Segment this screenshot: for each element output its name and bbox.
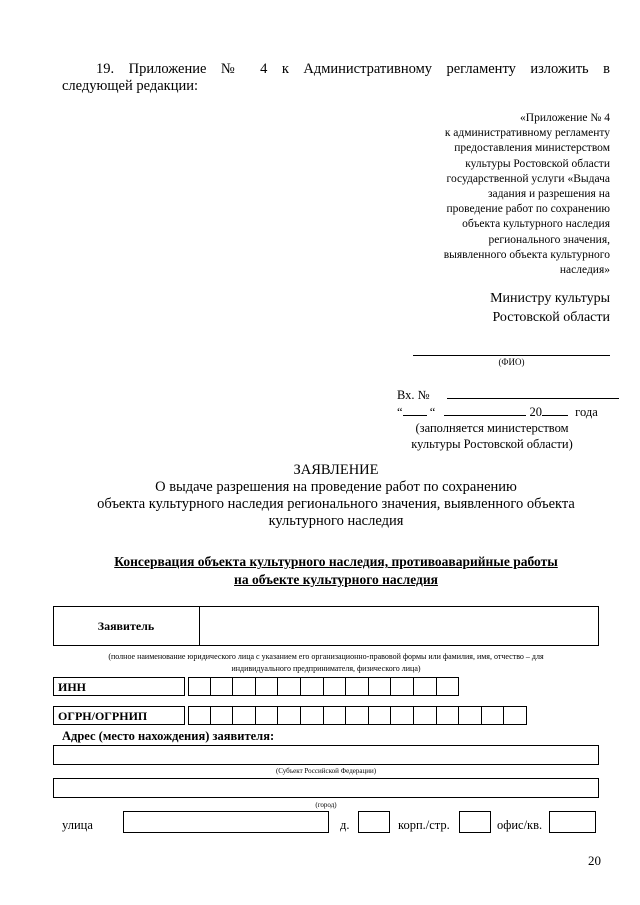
appendix-line: объекта культурного наследия [462,218,610,231]
ogrn-digit-cell[interactable] [391,706,414,725]
ogrn-digit-cell[interactable] [504,706,527,725]
subject-line-1: Консервация объекта культурного наследия, противоаварийные работы [114,554,558,569]
work-type-subject [62,553,610,589]
city-field[interactable] [53,778,599,798]
ogrn-digit-cell[interactable] [211,706,234,725]
street-label: улица [62,818,93,832]
building-label: корп./стр. [398,818,450,832]
intro-line-1: 19. Приложение № 4 к Административному регламенту изложить в [96,61,610,77]
inn-row [53,677,459,696]
appendix-line: к административному регламенту [444,127,610,140]
fio-caption: (ФИО) [498,357,525,367]
addressee-line-2: Ростовской области [492,310,610,325]
inn-digit-cell[interactable] [414,677,437,696]
title-line-1: О выдаче разрешения на проведение работ по сохранению [155,479,517,495]
inn-digit-cell[interactable] [437,677,460,696]
house-field[interactable] [358,811,390,833]
address-title: Адрес (место нахождения) заявителя: [62,729,275,743]
ogrn-row [53,706,527,725]
inn-digit-cell[interactable] [188,677,211,696]
inn-digit-cell[interactable] [301,677,324,696]
incoming-number-label: Вх. № [397,388,430,402]
addressee [440,289,610,327]
addressee-line-1: Министру культуры [490,291,610,306]
inn-digit-cell[interactable] [346,677,369,696]
subject-line-2: на объекте культурного наследия [234,572,438,587]
fio-signature-line[interactable] [413,355,610,356]
applicant-note-line-1: (полное наименование юридического лица с указанием его организационно-правовой формы или фамилия, имя, отчество – для [108,652,544,661]
ogrn-digit-cell[interactable] [233,706,256,725]
date-month-field[interactable] [444,403,526,416]
inn-digit-cell[interactable] [256,677,279,696]
title-line-2: объекта культурного наследия регионального значения, выявленного объекта [97,496,575,512]
inn-digit-cell[interactable] [278,677,301,696]
title-line-3: культурного наследия [268,513,404,529]
appendix-line: предоставления министерством [454,142,610,155]
registration-block [397,386,612,452]
page-number: 20 [588,853,601,868]
intro-line-2: следующей редакции: [62,78,199,94]
applicant-note [53,651,599,675]
house-label: д. [340,818,350,832]
applicant-note-line-2: индивидуального предпринимателя, физического лица) [231,664,421,673]
ogrn-digit-cell[interactable] [301,706,324,725]
ogrn-digit-cell[interactable] [482,706,505,725]
statement-title [62,462,610,530]
ogrn-label: ОГРН/ОГРНИП [53,706,185,725]
title-heading: ЗАЯВЛЕНИЕ [293,462,379,478]
appendix-line: «Приложение № 4 [520,112,610,124]
inn-digit-cell[interactable] [391,677,414,696]
appendix-line: проведение работ по сохранению [446,203,610,216]
incoming-number-field[interactable] [447,386,619,399]
appendix-line: выявленного объекта культурного [443,248,610,261]
ogrn-digit-cell[interactable] [459,706,482,725]
inn-label: ИНН [53,677,185,696]
appendix-line: наследия» [559,264,610,277]
date-day-field[interactable] [403,403,427,416]
inn-digit-cell[interactable] [324,677,347,696]
year-suffix: года [575,405,598,419]
appendix-line: культуры Ростовской области [465,157,610,170]
appendix-line: регионального значения, [488,233,610,246]
ogrn-digit-cell[interactable] [278,706,301,725]
inn-digit-cell[interactable] [233,677,256,696]
inn-digit-cell[interactable] [211,677,234,696]
ogrn-digit-cell[interactable] [437,706,460,725]
applicant-label: Заявитель [53,606,200,646]
inn-digit-cell[interactable] [369,677,392,696]
registration-note-line-1: (заполняется министерством [415,421,569,435]
ogrn-digit-cell[interactable] [369,706,392,725]
ogrn-digit-cell[interactable] [324,706,347,725]
street-field[interactable] [123,811,329,833]
ogrn-digit-cell[interactable] [188,706,211,725]
ogrn-digit-cell[interactable] [414,706,437,725]
appendix-line: государственной услуги «Выдача [446,172,610,185]
appendix-line: задания и разрешения на [487,188,610,201]
registration-note-line-2: культуры Ростовской области) [411,437,573,451]
building-field[interactable] [459,811,491,833]
appendix-header [400,111,610,278]
ogrn-digit-cell[interactable] [346,706,369,725]
year-prefix: 20 [529,405,542,419]
ogrn-digit-cell[interactable] [256,706,279,725]
office-field[interactable] [549,811,596,833]
date-open-quote: “ [397,405,403,419]
office-label: офис/кв. [497,818,543,832]
intro-paragraph [62,61,610,95]
date-close-quote: “ [429,405,436,419]
city-caption: (город) [315,801,337,809]
region-caption: (Субъект Российской Федерации) [275,767,377,775]
date-year-field[interactable] [542,403,568,416]
region-field[interactable] [53,745,599,765]
